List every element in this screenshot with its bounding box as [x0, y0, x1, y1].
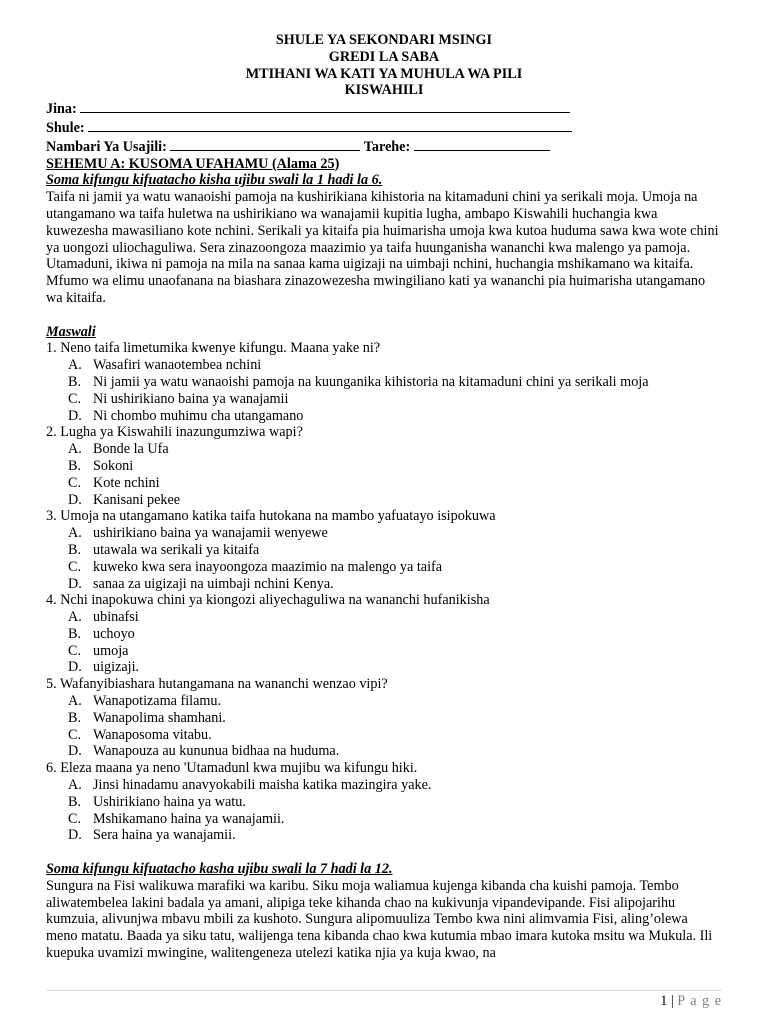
question-4: 4. Nchi inapokuwa chini ya kiongozi aliyechaguliwa na wananchi hufanikisha: [46, 592, 490, 609]
option-letter: A.: [68, 609, 82, 626]
school-name: SHULE YA SEKONDARI MSINGI: [275, 32, 493, 48]
option-letter: D.: [68, 407, 82, 424]
school-label: Shule: [46, 119, 80, 136]
passage2-text: Sungura na Fisi walikuwa marafiki wa karibu. Siku moja waliamua kujenga kibanda cha kuishi pamoja. Tembo aliwatembelea lakini badala ya amani, alipiga teke kihanda chao na kukivunja vipandevipande. Fisi alipojarihu kumzuia, alivunjwa mbavu mbili za kushoto. Sungura alipomuuliza Tembo kwa nini alimvamia Fisi, aling’olewa meno matatu. Baada ya siku tatu, walijenga tena kibanda chao kwa kutumia mbao imara kutoka msitu wa Mukula. Ili kuepuka uvamizi mwingine, walitengeneza utelezi katika njia ya kuja kwao, na: [46, 877, 713, 962]
question-2: 2. Lugha ya Kiswahili inazungumziwa wapi?: [46, 424, 303, 441]
answer-option[interactable]: [46, 693, 722, 710]
questions-heading: Maswali: [46, 323, 96, 340]
option-text: Kanisani pekee: [93, 491, 181, 508]
option-text: Wanapolima shamhani.: [93, 709, 226, 726]
option-letter: A.: [68, 525, 82, 542]
option-text: Ushirikiano haina ya watu.: [93, 793, 246, 810]
question-6-options: [46, 777, 722, 844]
date-blank[interactable]: [414, 137, 550, 151]
option-letter: C.: [68, 558, 82, 575]
option-text: uchoyo: [93, 625, 135, 642]
question-4-options: [46, 609, 722, 676]
option-letter: B.: [68, 709, 82, 726]
option-text: utawala wa serikali ya kitaifa: [93, 541, 260, 558]
answer-option[interactable]: [46, 391, 722, 408]
answer-option[interactable]: [46, 609, 722, 626]
option-text: sanaa za uigizaji na uimbaji nchini Kenya.: [93, 575, 334, 592]
registration-label: Nambari Ya Usajili: [46, 138, 163, 155]
option-letter: C.: [68, 726, 82, 743]
option-text: Wanapotizama filamu.: [93, 693, 222, 710]
answer-option[interactable]: [46, 576, 722, 593]
answer-option[interactable]: [46, 811, 722, 828]
question-1: 1. Neno taifa limetumika kwenye kifungu. Maana yake ni?: [46, 340, 381, 357]
option-text: kuweko kwa sera inayoongoza maazimio na malengo ya taifa: [93, 558, 443, 575]
answer-option[interactable]: [46, 743, 722, 760]
answer-option[interactable]: [46, 794, 722, 811]
answer-option[interactable]: [46, 525, 722, 542]
option-letter: C.: [68, 642, 82, 659]
option-text: Kote nchini: [93, 474, 160, 491]
option-letter: A.: [68, 357, 82, 374]
school-blank[interactable]: [88, 118, 572, 132]
exam-header: [46, 32, 722, 99]
answer-option[interactable]: [46, 441, 722, 458]
answer-option[interactable]: [46, 492, 722, 509]
question-2-options: [46, 441, 722, 508]
answer-option[interactable]: [46, 559, 722, 576]
answer-option[interactable]: [46, 408, 722, 425]
subject-title: KISWAHILI: [344, 82, 424, 99]
option-letter: D.: [68, 491, 82, 508]
answer-option[interactable]: [46, 710, 722, 727]
date-label: Tarehe: [363, 138, 406, 155]
option-text: Jinsi hinadamu anavyokabili maisha katika mazingira yake.: [93, 777, 432, 794]
option-text: Wanaposoma vitabu.: [93, 726, 212, 743]
option-text: uigizaji.: [93, 659, 140, 676]
answer-option[interactable]: [46, 643, 722, 660]
answer-option[interactable]: [46, 827, 722, 844]
name-label: Jina: [46, 101, 73, 118]
footer-divider: [46, 990, 722, 991]
page-separator: |: [670, 993, 674, 1009]
option-letter: B.: [68, 373, 82, 390]
option-letter: A.: [68, 441, 82, 458]
question-3: 3. Umoja na utangamano katika taifa hutokana na mambo yafuatayo isipokuwa: [46, 508, 496, 525]
answer-option[interactable]: [46, 357, 722, 374]
exam-title: MTIHANI WA KATI YA MUHULA WA PILI: [245, 65, 523, 82]
answer-option[interactable]: [46, 626, 722, 643]
option-text: Sokoni: [93, 457, 134, 474]
option-letter: B.: [68, 541, 82, 558]
answer-option[interactable]: [46, 458, 722, 475]
option-text: Mshikamano haina ya wanajamii.: [93, 810, 285, 827]
name-field[interactable]: Jina:: [46, 99, 722, 118]
section-a-title: SEHEMU A: KUSOMA UFAHAMU (Alama 25): [46, 155, 340, 172]
passage2-instruction: Soma kifungu kifuatacho kasha ujibu swali la 7 hadi la 12.: [46, 861, 393, 878]
registration-blank[interactable]: [170, 137, 360, 151]
registration-row[interactable]: Nambari Ya Usajili: Tarehe:: [46, 137, 722, 156]
option-letter: D.: [68, 575, 82, 592]
answer-option[interactable]: [46, 542, 722, 559]
option-text: ushirikiano baina ya wanajamii wenyewe: [93, 525, 328, 542]
option-letter: B.: [68, 457, 82, 474]
answer-option[interactable]: [46, 777, 722, 794]
option-letter: A.: [68, 693, 82, 710]
option-text: Wasafiri wanaotembea nchini: [93, 357, 262, 374]
passage1-text: Taifa ni jamii ya watu wanaoishi pamoja na kushirikiana kihistoria na kitamaduni chini ya serikali moja. Umoja na utangamano wa taifa huletwa na ushirikiano wa wanajamii kupitia lugha, ambapo Kiswahili huchangia kwa kuwezesha mawasiliano kote nchini. Serikali ya kitaifa pia huimarisha umoja kwa kutoa huduma sawa kwa wote chini ya uongozi uliochaguliwa. Sera zinazoongoza maazimio ya taifa huunganisha wananchi kwa malengo ya pamoja. Utamaduni, ikiwa ni pamoja na mila na sanaa kama uigizaji na uimbaji nchini, huchangia mshikamano wa kitaifa. Mfumo wa elimu unaofanana na biashara zinazowezesha mwingiliano kati ya wananchi pia huimarisha utangamano wa kitaifa.: [46, 189, 719, 306]
school-field[interactable]: Shule:: [46, 118, 722, 137]
option-text: ubinafsi: [93, 609, 139, 626]
question-3-options: [46, 525, 722, 592]
questions-list: [46, 340, 722, 844]
answer-option[interactable]: [46, 659, 722, 676]
option-letter: D.: [68, 743, 82, 760]
question-1-options: [46, 357, 722, 424]
page-footer: [660, 993, 722, 1010]
option-letter: D.: [68, 659, 82, 676]
option-letter: B.: [68, 625, 82, 642]
answer-option[interactable]: [46, 374, 722, 391]
option-text: Wanapouza au kununua bidhaa na huduma.: [93, 743, 340, 760]
option-text: umoja: [93, 642, 129, 659]
question-5: 5. Wafanyibiashara hutangamana na wananchi wenzao vipi?: [46, 676, 388, 693]
exam-page: [46, 32, 722, 962]
option-letter: A.: [68, 777, 82, 794]
option-text: Ni chombo muhimu cha utangamano: [93, 407, 304, 424]
answer-option[interactable]: [46, 475, 722, 492]
option-text: Sera haina ya wanajamii.: [93, 827, 236, 844]
option-text: Bonde la Ufa: [93, 441, 169, 458]
option-letter: C.: [68, 390, 82, 407]
option-letter: C.: [68, 474, 82, 491]
page-label: P a g e: [677, 993, 722, 1009]
question-5-options: [46, 693, 722, 760]
option-letter: D.: [68, 827, 82, 844]
option-text: Ni ushirikiano baina ya wanajamii: [93, 390, 289, 407]
name-blank[interactable]: [80, 99, 570, 113]
page-number: 1: [660, 993, 668, 1009]
passage1-instruction: Soma kifungu kifuatacho kisha ujibu swali la 1 hadi la 6.: [46, 172, 383, 189]
question-6: 6. Eleza maana ya neno 'Utamadunl kwa mujibu wa kifungu hiki.: [46, 760, 418, 777]
option-letter: B.: [68, 793, 82, 810]
option-text: Ni jamii ya watu wanaoishi pamoja na kuunganika kihistoria na kitamaduni chini ya serikali moja: [93, 373, 649, 390]
option-letter: C.: [68, 810, 82, 827]
grade-label: GREDI LA SABA: [328, 48, 440, 65]
answer-option[interactable]: [46, 727, 722, 744]
